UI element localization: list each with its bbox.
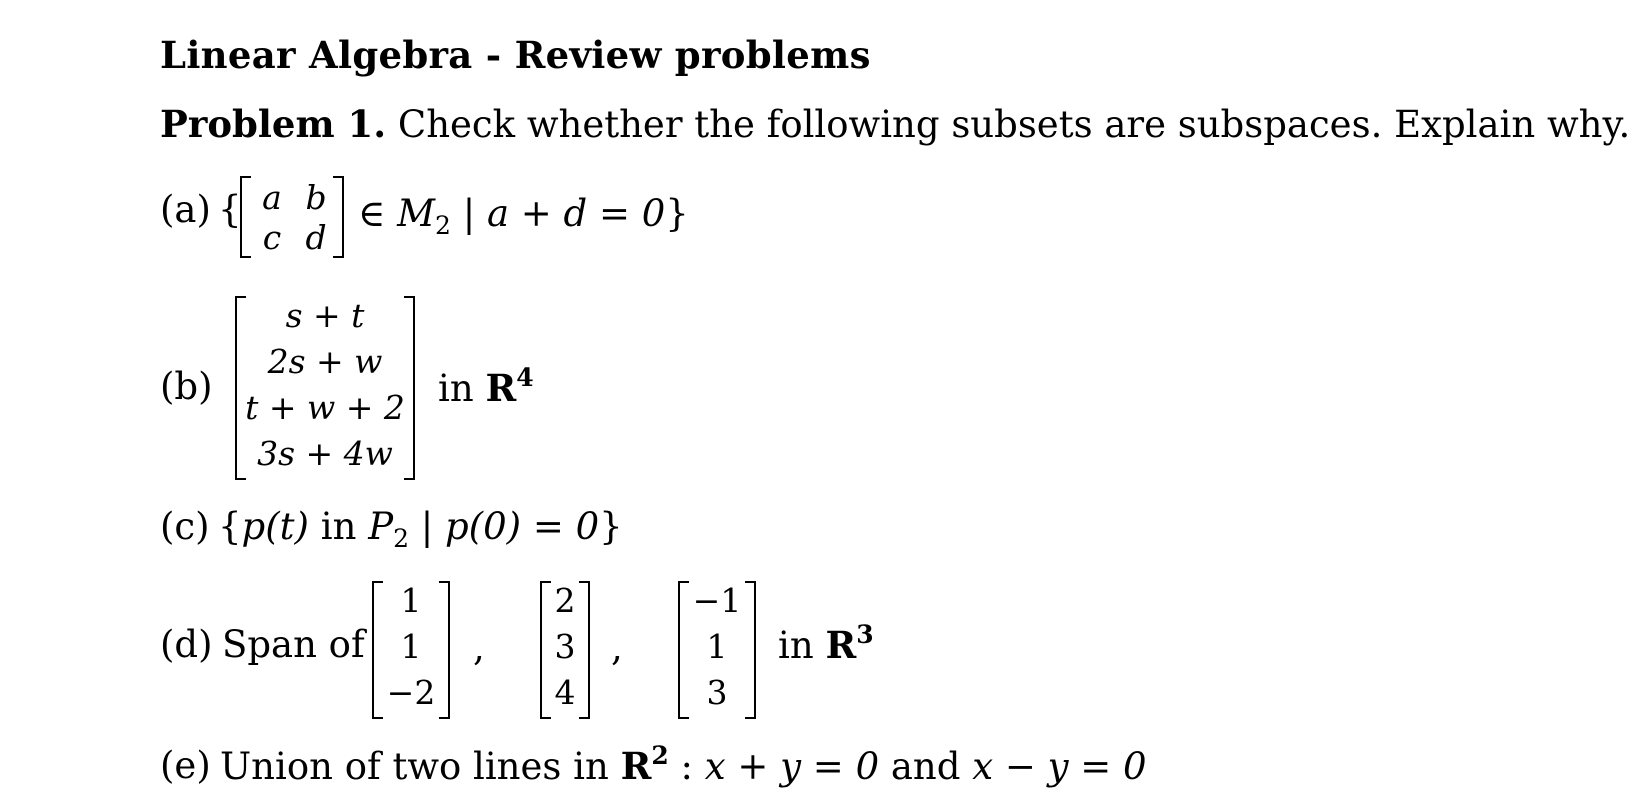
matrix-cell: d: [305, 218, 327, 257]
space-subscript: 2: [435, 211, 451, 240]
vector-entry: −1: [692, 581, 742, 620]
condition: p(0) = 0: [445, 505, 600, 548]
space-subscript: 2: [393, 524, 409, 553]
colon: :: [680, 745, 693, 788]
comma: ,: [611, 626, 623, 669]
problem-text: Check whether the following subsets are subspaces. Explain why.: [397, 103, 1631, 146]
condition: a + d = 0: [486, 192, 666, 235]
open-brace: {: [218, 505, 242, 548]
part-e-text: [220, 741, 1147, 788]
page-title: Linear Algebra - Review problems: [160, 33, 871, 77]
space-superscript: 3: [856, 620, 874, 649]
equation-1: x + y = 0: [704, 745, 880, 788]
in-word: in: [438, 367, 474, 410]
comma: ,: [473, 626, 485, 669]
such-that-bar: |: [420, 505, 434, 548]
part-b-vector: [235, 296, 415, 480]
vector-entry: 1: [400, 581, 422, 620]
union-text: Union of two lines in: [220, 745, 609, 788]
left-bracket: [240, 176, 251, 258]
vector-entry: 3s + 4w: [257, 434, 393, 473]
space-name: R: [825, 623, 857, 667]
space-name: P: [368, 505, 394, 548]
part-a-set-condition: [358, 192, 689, 240]
part-e-label: (e): [160, 744, 211, 787]
part-c-set: [218, 505, 623, 553]
vector-entry: 2: [554, 581, 576, 620]
problem-label: Problem 1.: [160, 102, 387, 146]
and-word: and: [890, 745, 961, 788]
part-d-space: [778, 620, 874, 667]
vector-entry: 1: [400, 627, 422, 666]
matrix-cell: c: [262, 218, 282, 257]
part-b-label: (b): [160, 365, 213, 408]
vector-entry: 1: [706, 627, 728, 666]
element-of-symbol: ∈: [358, 192, 386, 235]
such-that-bar: |: [462, 192, 476, 235]
space-name: M: [397, 192, 436, 235]
vector-entry: t + w + 2: [245, 388, 405, 427]
equation-2: x − y = 0: [972, 745, 1147, 788]
part-d-vector-2: [540, 581, 590, 719]
right-bracket: [333, 176, 344, 258]
matrix-cell: a: [262, 178, 282, 217]
close-brace: }: [599, 505, 623, 548]
vector-entry: 4: [554, 673, 576, 712]
vector-entry: 3: [554, 627, 576, 666]
vector-entry: −2: [386, 673, 436, 712]
part-d-vector-1: [372, 581, 450, 719]
part-d-vector-3: [678, 581, 756, 719]
part-a-label: (a): [160, 188, 211, 231]
in-word: in: [778, 624, 814, 667]
in-word: in: [320, 505, 357, 548]
space-superscript: 2: [651, 741, 669, 770]
polynomial: p(t): [241, 505, 309, 548]
part-d-label: (d): [160, 623, 213, 666]
part-a-matrix: [240, 176, 344, 258]
vector-entry: 2s + w: [267, 342, 383, 381]
problem-statement: [160, 102, 1630, 146]
part-d-span-text: Span of: [222, 623, 365, 666]
space-superscript: 4: [516, 363, 534, 392]
part-a-open-brace: {: [218, 188, 242, 231]
part-c-label: (c): [160, 505, 210, 548]
part-b-space: [438, 363, 534, 410]
vector-entry: 3: [706, 673, 728, 712]
close-brace: }: [665, 192, 689, 235]
space-name: R: [620, 744, 652, 788]
vector-entry: s + t: [285, 296, 365, 335]
matrix-cell: b: [305, 178, 327, 217]
space-name: R: [485, 366, 517, 410]
